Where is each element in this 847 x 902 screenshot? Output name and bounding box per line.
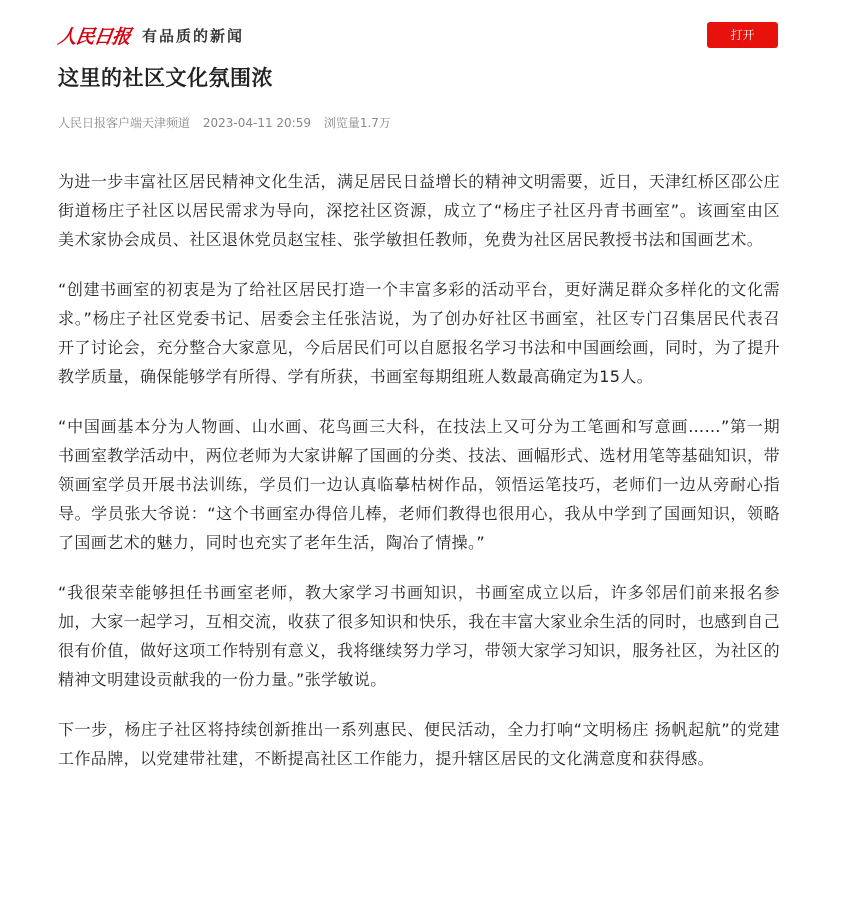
article-meta [58, 114, 400, 132]
article-body [58, 167, 780, 794]
top-bar [58, 20, 780, 52]
article-paragraph: “中国画基本分为人物画、山水画、花鸟画三大科，在技法上又可分为工笔画和写意画……”第一期书画室教学活动中，两位老师为大家讲解了国画的分类、技法、画幅形式、选材用笔等基础知识，带领画室学员开展书法训练，学员们一边认真临摹枯树作品，领悟运笔技巧，老师们一边从旁耐心指导。学员张大爷说：“这个书画室办得倍儿棒，老师们教得也很用心，我从中学到了国画知识，领略了国画艺术的魅力，同时也充实了老年生活，陶冶了情操。” [58, 417, 780, 552]
logo-slogan: 有品质的新闻 [142, 26, 245, 45]
open-app-button[interactable]: 打开 [707, 22, 778, 48]
article-source: 人民日报客户端天津频道 [58, 116, 191, 130]
article-paragraph: 为进一步丰富社区居民精神文化生活，满足居民日益增长的精神文明需要，近日，天津红桥区邵公庄街道杨庄子社区以居民需求为导向，深挖社区资源，成立了“杨庄子社区丹青书画室”。该画室由区美术家协会成员、社区退休党员赵宝桂、张学敏担任教师，免费为社区居民教授书法和国画艺术。 [58, 172, 780, 249]
article-datetime: 2023-04-11 20:59 [202, 116, 311, 130]
article-paragraph: “创建书画室的初衷是为了给社区居民打造一个丰富多彩的活动平台，更好满足群众多样化的文化需求。”杨庄子社区党委书记、居委会主任张洁说，为了创办好社区书画室，社区专门召集居民代表召开了讨论会，充分整合大家意见，今后居民们可以自愿报名学习书法和中国画绘画，同时，为了提升教学质量，确保能够学有所得、学有所获，书画室每期组班人数最高确定为15人。 [58, 280, 780, 386]
article-paragraph: 下一步，杨庄子社区将持续创新推出一系列惠民、便民活动，全力打响“文明杨庄 扬帆起航”的党建工作品牌，以党建带社建，不断提高社区工作能力，提升辖区居民的文化满意度和获得感。 [58, 720, 780, 768]
article-paragraph: “我很荣幸能够担任书画室老师，教大家学习书画知识，书画室成立以后，许多邻居们前来报名参加，大家一起学习，互相交流，收获了很多知识和快乐，我在丰富大家业余生活的同时，也感到自己很有价值，做好这项工作特别有意义，我将继续努力学习，带领大家学习知识，服务社区，为社区的精神文明建设贡献我的一份力量。”张学敏说。 [58, 583, 780, 689]
article-views: 浏览量1.7万 [323, 116, 391, 130]
brand-logo[interactable] [58, 20, 244, 50]
article-title: 这里的社区文化氛围浓 [58, 66, 273, 90]
logo-wordmark: 人民日报 [56, 25, 132, 48]
